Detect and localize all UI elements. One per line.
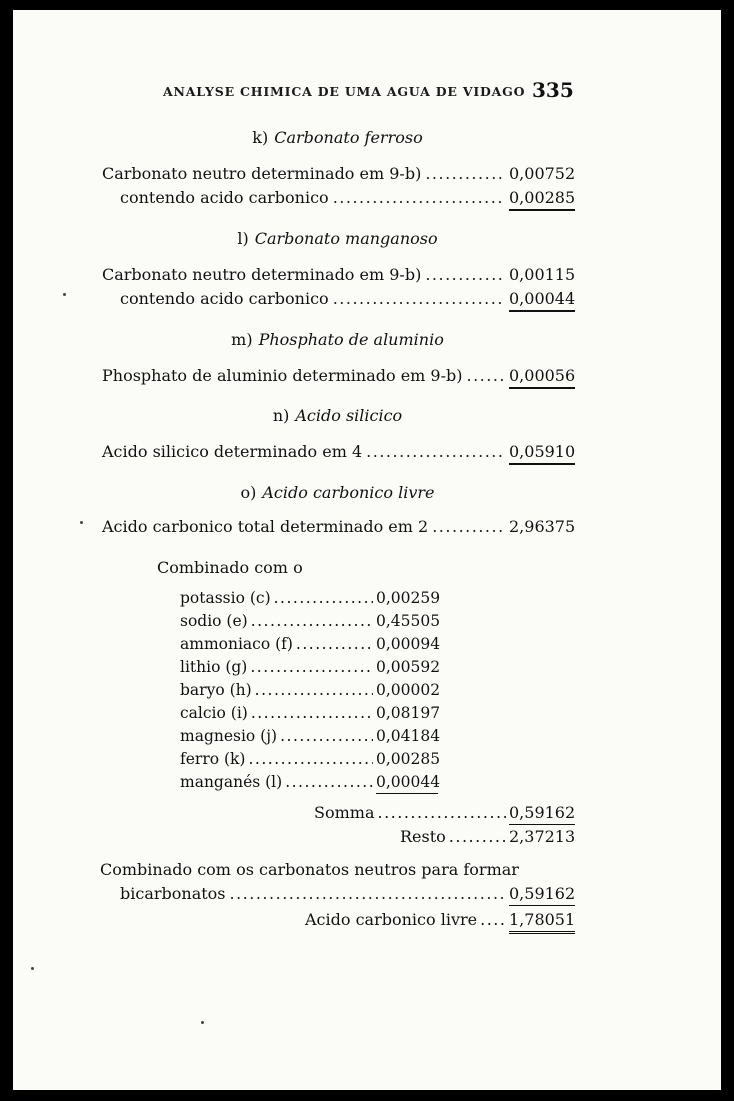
leader-dots [280, 727, 373, 745]
section-n-title [100, 406, 575, 425]
resto-value: 2,37213 [509, 827, 576, 846]
combined-row: baryo (h) ..... 0,00002 [180, 681, 438, 703]
section-m-title [100, 330, 575, 349]
leader-dots [250, 658, 373, 676]
section-l-name: Carbonato manganoso [254, 229, 438, 248]
bicarbonatos-row: bicarbonatos ..... 0,59162 [120, 884, 575, 906]
combined-heading: Combinado com o [157, 558, 303, 577]
combined-row: calcio (i) ..... 0,08197 [180, 704, 438, 726]
leader-dots [285, 773, 373, 791]
leader-dots [449, 827, 506, 846]
m-row-phosphato: Phosphato de aluminio determinado em 9-b) ..... 0,00056 [102, 366, 575, 388]
section-o-name: Acido carbonico livre [262, 483, 435, 502]
combined-row: manganés (l) ..... 0,00044 [180, 773, 438, 795]
section-k-label: k) [252, 128, 269, 147]
leader-dots [255, 681, 373, 699]
o-row-acido-total: Acido carbonico total determinado em 2 ..... 2,96375 [102, 517, 575, 539]
acido-livre-row [305, 910, 575, 932]
combined-row: ammoniaco (f) ..... 0,00094 [180, 635, 438, 657]
print-speck [201, 1021, 204, 1024]
leader-dots [333, 188, 505, 207]
combined-row: lithio (g) ..... 0,00592 [180, 658, 438, 680]
resto-row [400, 827, 575, 849]
leader-dots [432, 517, 505, 536]
k-row-acido-carbonico: contendo acido carbonico ..... 0,00285 [120, 188, 575, 210]
m-value-phosphato: 0,00056 [509, 366, 575, 389]
somma-label: Somma [314, 803, 375, 822]
somma-value: 0,59162 [509, 803, 575, 825]
leader-dots [230, 884, 506, 903]
leader-dots [466, 366, 505, 385]
leader-dots [425, 164, 505, 183]
section-o-title [100, 483, 575, 502]
k-value-carbonato-neutro: 0,00752 [509, 164, 576, 183]
o-value-acido-total: 2,96375 [509, 517, 576, 536]
k-value-acido-carbonico: 0,00285 [509, 188, 575, 211]
section-l-label: l) [237, 229, 249, 248]
leader-dots [248, 750, 373, 768]
section-m-label: m) [231, 330, 253, 349]
print-speck [80, 521, 83, 524]
leader-dots [333, 289, 505, 308]
l-row-acido-carbonico: contendo acido carbonico ..... 0,00044 [120, 289, 575, 311]
leader-dots [480, 910, 506, 929]
leader-dots [251, 612, 373, 630]
leader-dots [296, 635, 373, 653]
leader-dots [366, 442, 505, 461]
leader-dots [425, 265, 505, 284]
leader-dots [274, 589, 373, 607]
paragraph-line-1: Combinado com os carbonatos neutros para formar [100, 860, 519, 879]
section-m-name: Phosphato de aluminio [258, 330, 444, 349]
running-header: ANALYSE CHIMICA DE UMA AGUA DE VIDAGO [163, 84, 526, 99]
combined-row: potassio (c) ..... 0,00259 [180, 589, 438, 611]
somma-row [314, 803, 575, 825]
bicarbonatos-value: 0,59162 [509, 884, 575, 906]
leader-dots [377, 803, 506, 822]
section-n-label: n) [272, 406, 290, 425]
print-speck [31, 967, 34, 970]
combined-row: ferro (k) ..... 0,00285 [180, 750, 438, 772]
l-value-acido-carbonico: 0,00044 [509, 289, 575, 312]
n-value-acido-silicico: 0,05910 [509, 442, 575, 465]
leader-dots [251, 704, 373, 722]
resto-label: Resto [400, 827, 446, 846]
section-n-name: Acido silicico [295, 406, 403, 425]
combined-row: magnesio (j) ..... 0,04184 [180, 727, 438, 749]
acido-livre-label: Acido carbonico livre [305, 910, 478, 929]
section-o-label: o) [240, 483, 257, 502]
section-l-title [100, 229, 575, 248]
section-k-name: Carbonato ferroso [274, 128, 423, 147]
k-row-carbonato-neutro: Carbonato neutro determinado em 9-b) ..... 0,00752 [102, 164, 575, 186]
combined-row: sodio (e) ..... 0,45505 [180, 612, 438, 634]
n-row-acido-silicico: Acido silicico determinado em 4 ..... 0,05910 [102, 442, 575, 464]
section-k-title [100, 128, 575, 147]
print-speck [63, 293, 66, 296]
l-value-carbonato-neutro: 0,00115 [509, 265, 576, 284]
acido-livre-value: 1,78051 [509, 910, 575, 934]
page-number: 335 [532, 78, 574, 102]
l-row-carbonato-neutro: Carbonato neutro determinado em 9-b) ..... 0,00115 [102, 265, 575, 287]
